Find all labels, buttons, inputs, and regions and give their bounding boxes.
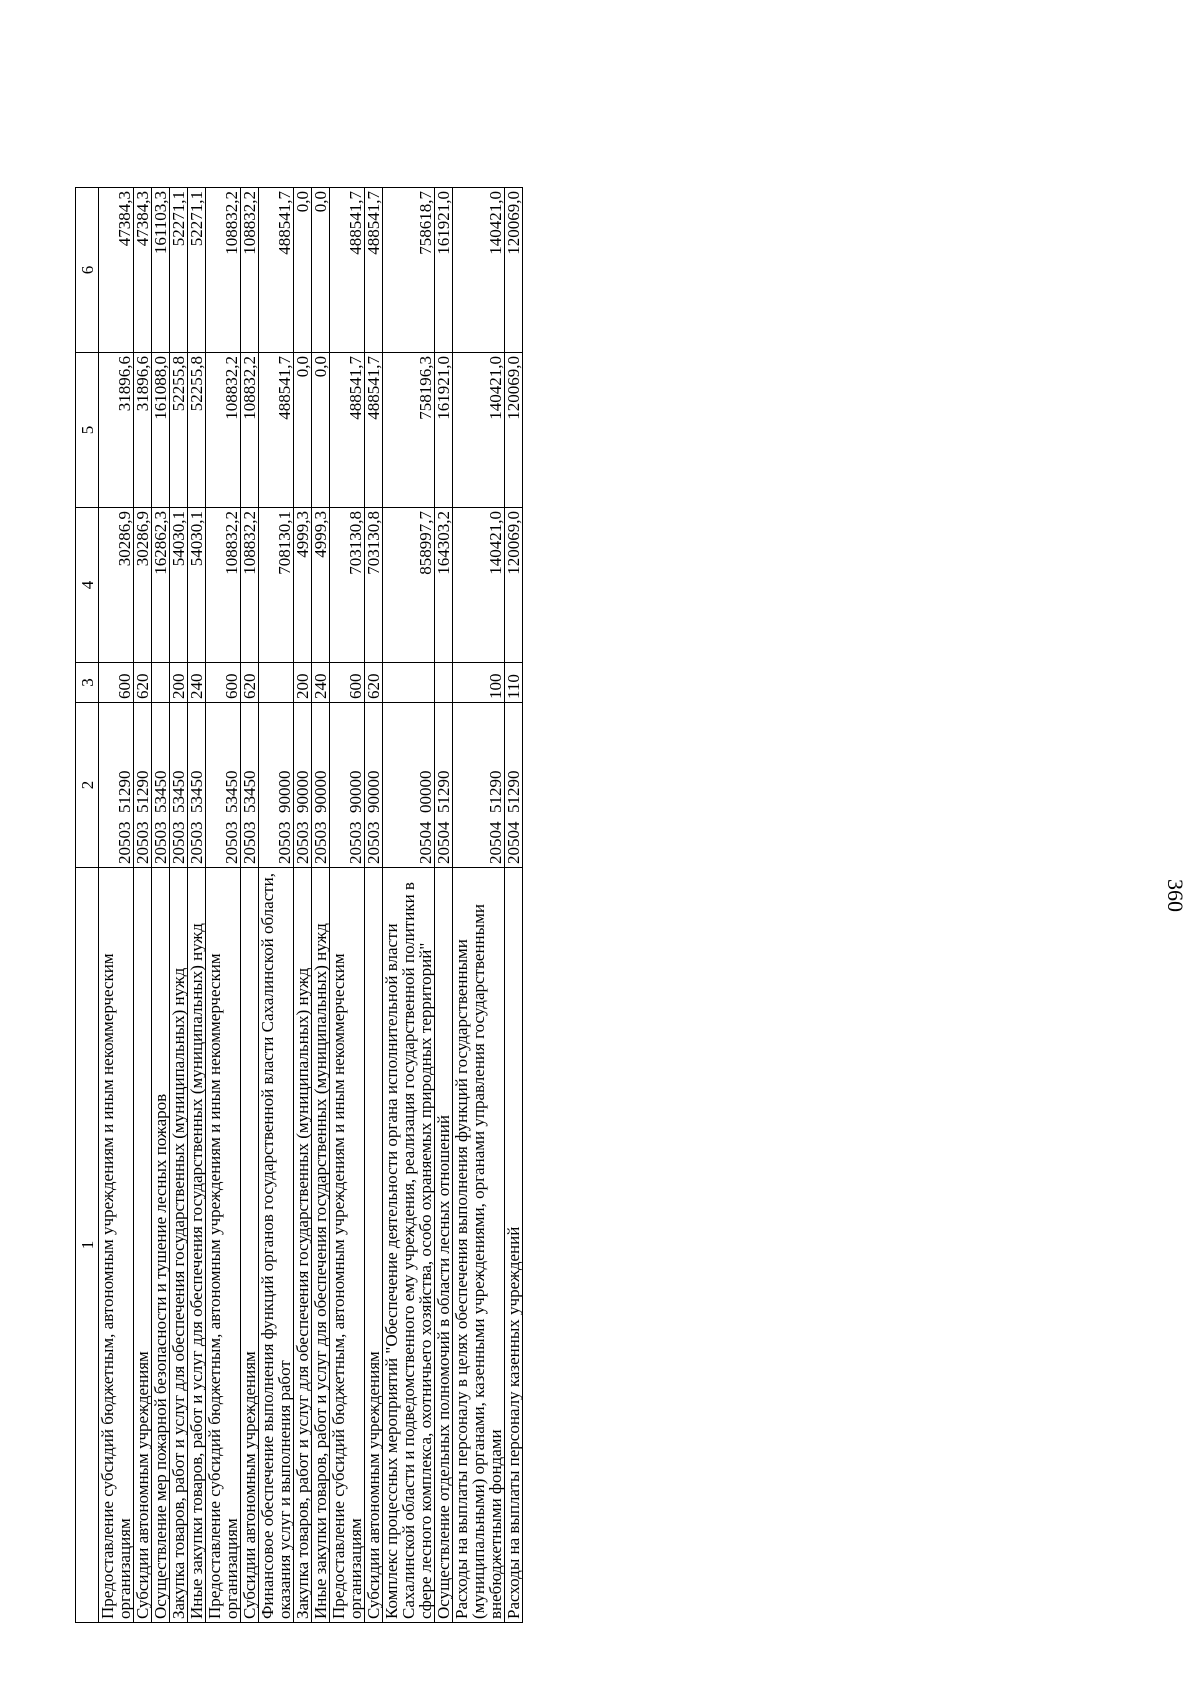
row-code: 20504 51290 (505, 703, 523, 868)
table-row (170, 188, 188, 1623)
row-value-4: 164303,2 (435, 508, 453, 663)
row-value-4: 140421,0 (453, 508, 505, 663)
row-code: 20504 51290 (453, 703, 505, 868)
row-vr: 600 (99, 663, 134, 703)
table-row (99, 188, 134, 1623)
header-row (76, 188, 99, 1623)
row-value-5: 488541,7 (330, 353, 365, 508)
row-value-6: 120069,0 (505, 188, 523, 353)
row-value-6: 108832,2 (241, 188, 259, 353)
row-value-4: 703130,8 (330, 508, 365, 663)
row-value-4: 162862,3 (152, 508, 170, 663)
row-value-6: 0,0 (294, 188, 312, 353)
row-value-5: 31896,6 (134, 353, 152, 508)
row-value-5: 488541,7 (259, 353, 294, 508)
row-code: 20503 53450 (188, 703, 206, 868)
row-name: Предоставление субсидий бюджетным, автономным учреждениям и иным некоммерческим организациям (330, 868, 365, 1623)
row-value-5: 0,0 (312, 353, 330, 508)
table-row (383, 188, 435, 1623)
header-cell: 6 (76, 188, 99, 353)
row-value-5: 120069,0 (505, 353, 523, 508)
row-vr: 100 (453, 663, 505, 703)
row-value-4: 108832,2 (206, 508, 241, 663)
row-code: 20503 90000 (259, 703, 294, 868)
table-row (259, 188, 294, 1623)
row-value-4: 4999,3 (294, 508, 312, 663)
row-vr: 200 (170, 663, 188, 703)
row-value-5: 488541,7 (365, 353, 383, 508)
table-row (241, 188, 259, 1623)
row-value-5: 140421,0 (453, 353, 505, 508)
row-value-4: 858997,7 (383, 508, 435, 663)
budget-table (75, 187, 523, 1623)
table-row (206, 188, 241, 1623)
row-vr: 600 (330, 663, 365, 703)
row-vr: 200 (294, 663, 312, 703)
page-number: 360 (1163, 879, 1188, 912)
table-row (365, 188, 383, 1623)
row-value-6: 161921,0 (435, 188, 453, 353)
row-code: 20504 00000 (383, 703, 435, 868)
row-code: 20504 51290 (435, 703, 453, 868)
row-value-5: 52255,8 (170, 353, 188, 508)
row-vr: 620 (134, 663, 152, 703)
row-value-4: 120069,0 (505, 508, 523, 663)
row-name: Субсидии автономным учреждениям (241, 868, 259, 1623)
row-code: 20503 51290 (134, 703, 152, 868)
row-value-4: 30286,9 (134, 508, 152, 663)
rotated-page (75, 188, 1067, 1623)
row-value-6: 108832,2 (206, 188, 241, 353)
row-value-5: 31896,6 (99, 353, 134, 508)
row-value-6: 47384,3 (99, 188, 134, 353)
row-name: Субсидии автономным учреждениям (134, 868, 152, 1623)
row-value-5: 108832,2 (241, 353, 259, 508)
row-code: 20503 90000 (312, 703, 330, 868)
row-value-6: 488541,7 (365, 188, 383, 353)
table-row (294, 188, 312, 1623)
row-vr (152, 663, 170, 703)
table-row (435, 188, 453, 1623)
row-code: 20503 53450 (206, 703, 241, 868)
row-name: Расходы на выплаты персоналу казенных учреждений (505, 868, 523, 1623)
row-value-4: 54030,1 (188, 508, 206, 663)
row-name: Комплекс процессных мероприятий "Обеспечение деятельности органа исполнительной власти Сахалинской области и подведомственного ему учреждения, реализация государственной политики в сфере лесного комплекса, охотничьего хозяйства, особо охраняемых природных территорий" (383, 868, 435, 1623)
row-name: Субсидии автономным учреждениям (365, 868, 383, 1623)
row-value-4: 108832,2 (241, 508, 259, 663)
table-row (453, 188, 505, 1623)
row-value-6: 488541,7 (330, 188, 365, 353)
row-code: 20503 90000 (365, 703, 383, 868)
row-value-5: 108832,2 (206, 353, 241, 508)
row-name: Закупка товаров, работ и услуг для обеспечения государственных (муниципальных) нужд (170, 868, 188, 1623)
row-value-5: 161921,0 (435, 353, 453, 508)
row-value-5: 161088,0 (152, 353, 170, 508)
row-value-5: 0,0 (294, 353, 312, 508)
row-name: Расходы на выплаты персоналу в целях обеспечения выполнения функций государственными (муниципальными) органами, казенными учреждениями, органами управления государственными внебюджетными фондами (453, 868, 505, 1623)
row-code: 20503 51290 (99, 703, 134, 868)
row-value-4: 54030,1 (170, 508, 188, 663)
row-vr: 110 (505, 663, 523, 703)
row-value-4: 4999,3 (312, 508, 330, 663)
row-name: Иные закупки товаров, работ и услуг для обеспечения государственных (муниципальных) нужд (188, 868, 206, 1623)
row-value-6: 758618,7 (383, 188, 435, 353)
table-row (134, 188, 152, 1623)
row-value-6: 161103,3 (152, 188, 170, 353)
header-cell: 5 (76, 353, 99, 508)
header-cell: 3 (76, 663, 99, 703)
row-value-6: 140421,0 (453, 188, 505, 353)
row-value-6: 52271,1 (188, 188, 206, 353)
row-vr: 620 (365, 663, 383, 703)
header-cell: 2 (76, 703, 99, 868)
row-code: 20503 53450 (152, 703, 170, 868)
row-name: Предоставление субсидий бюджетным, автономным учреждениям и иным некоммерческим организациям (206, 868, 241, 1623)
table-row (330, 188, 365, 1623)
row-value-6: 0,0 (312, 188, 330, 353)
row-name: Финансовое обеспечение выполнения функций органов государственной власти Сахалинской области, оказания услуг и выполнения работ (259, 868, 294, 1623)
row-name: Предоставление субсидий бюджетным, автономным учреждениям и иным некоммерческим организациям (99, 868, 134, 1623)
row-vr: 620 (241, 663, 259, 703)
row-code: 20503 90000 (294, 703, 312, 868)
row-name: Осуществление отдельных полномочий в области лесных отношений (435, 868, 453, 1623)
row-value-4: 30286,9 (99, 508, 134, 663)
row-value-6: 52271,1 (170, 188, 188, 353)
row-code: 20503 53450 (241, 703, 259, 868)
row-name: Закупка товаров, работ и услуг для обеспечения государственных (муниципальных) нужд (294, 868, 312, 1623)
row-vr: 600 (206, 663, 241, 703)
row-vr (435, 663, 453, 703)
row-name: Осуществление мер пожарной безопасности и тушение лесных пожаров (152, 868, 170, 1623)
row-value-5: 758196,3 (383, 353, 435, 508)
row-value-6: 488541,7 (259, 188, 294, 353)
row-name: Иные закупки товаров, работ и услуг для обеспечения государственных (муниципальных) нужд (312, 868, 330, 1623)
table-row (505, 188, 523, 1623)
table-row (312, 188, 330, 1623)
row-code: 20503 90000 (330, 703, 365, 868)
row-vr (259, 663, 294, 703)
table-row (152, 188, 170, 1623)
row-code: 20503 53450 (170, 703, 188, 868)
row-value-4: 703130,8 (365, 508, 383, 663)
table-row (188, 188, 206, 1623)
header-cell: 4 (76, 508, 99, 663)
header-cell: 1 (76, 868, 99, 1623)
row-vr: 240 (188, 663, 206, 703)
row-vr (383, 663, 435, 703)
row-value-5: 52255,8 (188, 353, 206, 508)
row-vr: 240 (312, 663, 330, 703)
row-value-4: 708130,1 (259, 508, 294, 663)
row-value-6: 47384,3 (134, 188, 152, 353)
